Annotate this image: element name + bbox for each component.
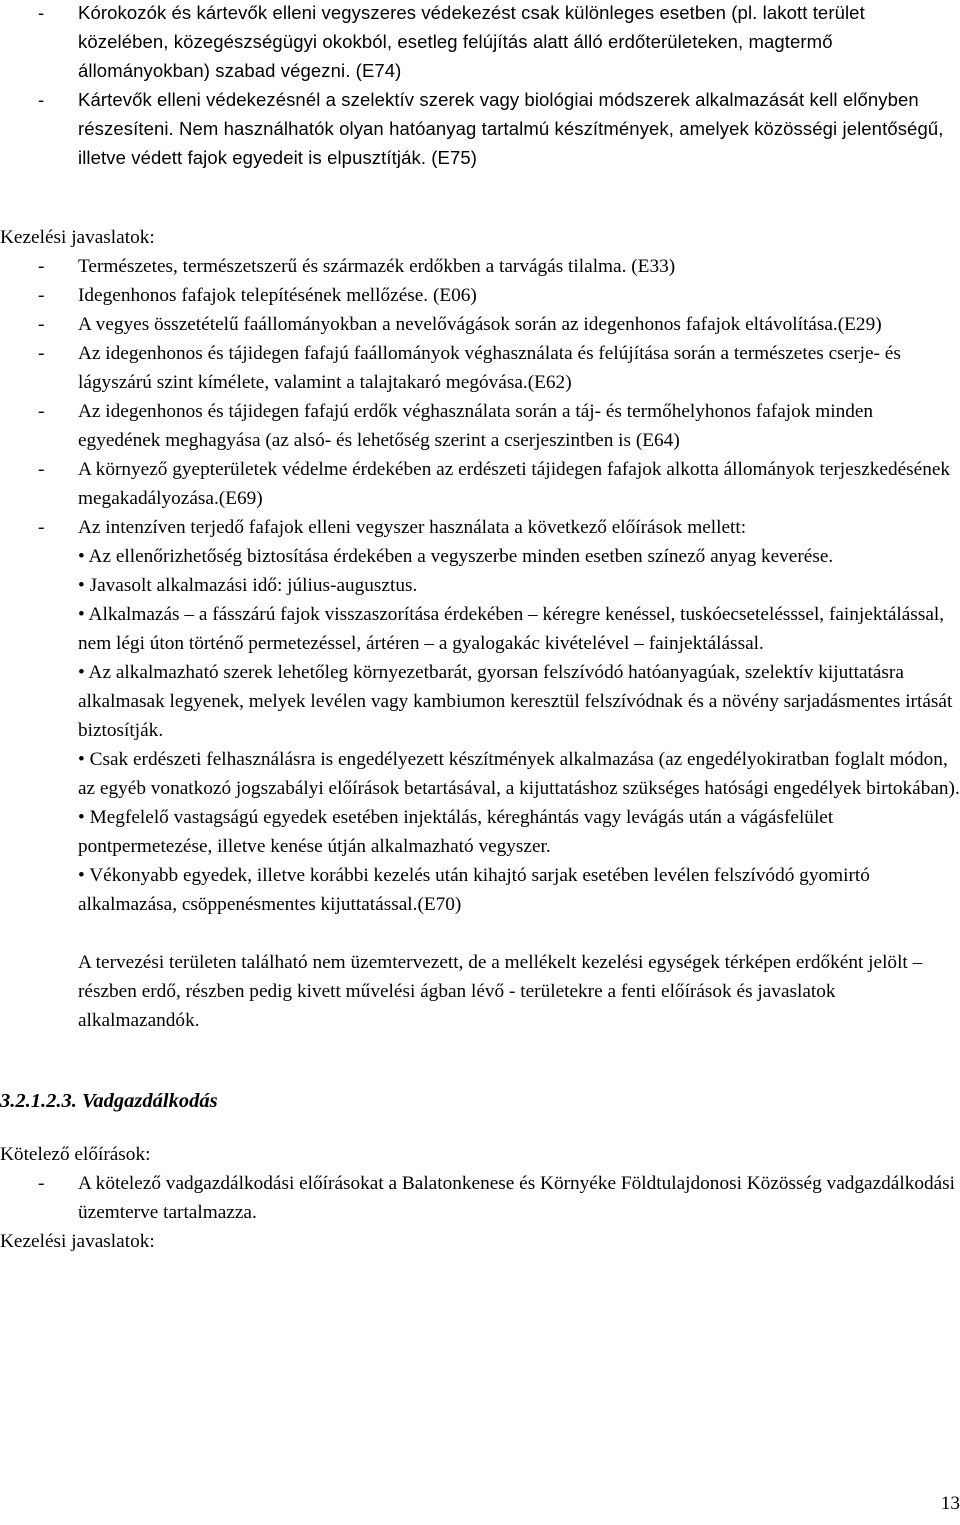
list-item [0, 339, 960, 397]
bullet-item [0, 861, 960, 919]
dash-marker: - [38, 343, 45, 364]
bullet-marker: • [78, 604, 85, 625]
list-item-text: Kórokozók és kártevők elleni vegyszeres védekezést csak különleges esetben (pl. lakott terület közelében, közegészségügyi okokból, esetleg felújítás alatt álló erdőterületeken, magtermő állományokban) szabad végezni. (E74) [78, 2, 865, 81]
dash-marker: - [38, 89, 45, 110]
bullet-text: Vékonyabb egyedek, illetve korábbi kezelés után kihajtó sarjak esetében levélen felszívódó gyomirtó alkalmazása, csöppenésmentes kijuttatással.(E70) [78, 865, 870, 915]
kezelesi-heading: Kezelési javaslatok: [0, 227, 155, 248]
list-item-text: A vegyes összetételű faállományokban a nevelővágások során az idegenhonos fafajok eltávolítása.(E29) [78, 314, 882, 335]
bullet-marker: • [78, 662, 85, 683]
dash-marker: - [38, 2, 45, 23]
list-item-text: Idegenhonos fafajok telepítésének mellőzése. (E06) [78, 285, 477, 306]
dash-marker: - [38, 459, 45, 480]
list-item-text: A környező gyepterületek védelme érdekében az erdészeti tájidegen fafajok alkotta állományok terjeszkedésének megakadályozása.(E69) [78, 459, 951, 509]
list-item-text: Az idegenhonos és tájidegen fafajú erdők véghasználata során a táj- és termőhelyhonos fafajok minden egyedének meghagyása (az alsó- és lehetőség szerint a cserjeszintben is (E64) [78, 401, 874, 451]
list-item-text: Kártevők elleni védekezésnél a szelektív szerek vagy biológiai módszerek alkalmazását kell előnyben részesíteni. Nem használhatók olyan hatóanyag tartalmú készítmények, amelyek közösségi jelentőségű, illetve védett fajok egyedeit is elpusztítják. (E75) [78, 89, 944, 168]
note-paragraph: A tervezési területen található nem üzemtervezett, de a mellékelt kezelési egységek térképen erdőként jelölt – részben erdő, részben pedig kivett művelési ágban lévő - területekre a fenti előírások és javaslatok alkalmazandók. [78, 952, 923, 1031]
list-item-text: A kötelező vadgazdálkodási előírásokat a Balatonkenese és Környéke Földtulajdonosi Közösség vadgazdálkodási üzemterve tartalmazza. [78, 1173, 956, 1223]
bullet-marker: • [78, 865, 85, 886]
list-item [0, 513, 960, 542]
dash-marker: - [38, 1173, 45, 1194]
bullet-text: Csak erdészeti felhasználásra is engedélyezett készítmények alkalmazása (az engedélyokiratban foglalt módon, az egyéb vonatkozó jogszabályi előírások betartásával, a kijuttatáshoz szükséges hatósági engedélyek birtokában). [78, 749, 960, 799]
bullet-item [0, 571, 960, 600]
list-item [0, 252, 960, 281]
list-item [0, 1169, 960, 1227]
bullet-text: Az ellenőrizhetőség biztosítása érdekében a vegyszerbe minden esetben színező anyag keverése. [88, 546, 834, 567]
page-number: 13 [940, 1493, 960, 1514]
dash-marker: - [38, 401, 45, 422]
section-title: 3.2.1.2.3. Vadgazdálkodás [0, 1090, 218, 1112]
list-item-text: Természetes, természetszerű és származék erdőkben a tarvágás tilalma. (E33) [78, 256, 676, 277]
list-item [0, 85, 960, 172]
list-item [0, 310, 960, 339]
bullet-text: Az alkalmazható szerek lehetőleg környezetbarát, gyorsan felszívódó hatóanyagúak, szelektív kijuttatásra alkalmasak legyenek, melyek levélen vagy kambiumon keresztül felszívódnak és a növény sarjadásmentes irtását biztosítják. [78, 662, 953, 741]
bullet-item [0, 542, 960, 571]
list-item [0, 281, 960, 310]
bullet-marker: • [78, 546, 85, 567]
bullet-marker: • [78, 575, 85, 596]
kotelezo-heading: Kötelező előírások: [0, 1144, 151, 1165]
list-item [0, 455, 960, 513]
bullet-text: Alkalmazás – a fásszárú fajok visszaszorítása érdekében – kéregre kenéssel, tuskóecsetelésssel, fainjektálással, nem légi úton történő permetezéssel, ártéren – a gyalogakác kivételével – fainjektálással. [78, 604, 945, 654]
list-item-text: Az idegenhonos és tájidegen fafajú faállományok véghasználata és felújítása során a természetes cserje- és lágyszárú szint kímélete, valamint a talajtakaró megóvása.(E62) [78, 343, 901, 393]
list-item [0, 397, 960, 455]
top-list [0, 0, 960, 172]
vadgazdalkodas-section [0, 1087, 960, 1256]
bullet-marker: • [78, 807, 85, 828]
bullet-text: Javasolt alkalmazási idő: július-augusztus. [89, 575, 418, 596]
bullet-item [0, 745, 960, 803]
bullet-item [0, 803, 960, 861]
kezelesi-heading-2: Kezelési javaslatok: [0, 1231, 155, 1252]
bullet-item [0, 658, 960, 745]
bullet-item [0, 600, 960, 658]
dash-marker: - [38, 285, 45, 306]
bullet-text: Megfelelő vastagságú egyedek esetében injektálás, kéreghántás vagy levágás után a vágásfelület pontpermetezése, illetve kenése útján alkalmazható vegyszer. [78, 807, 834, 857]
list-item-text: Az intenzíven terjedő fafajok elleni vegyszer használata a következő előírások mellett: [78, 517, 747, 538]
list-item [0, 0, 960, 85]
dash-marker: - [38, 256, 45, 277]
kezelesi-section [0, 223, 960, 1035]
dash-marker: - [38, 517, 45, 538]
bullet-marker: • [78, 749, 85, 770]
dash-marker: - [38, 314, 45, 335]
